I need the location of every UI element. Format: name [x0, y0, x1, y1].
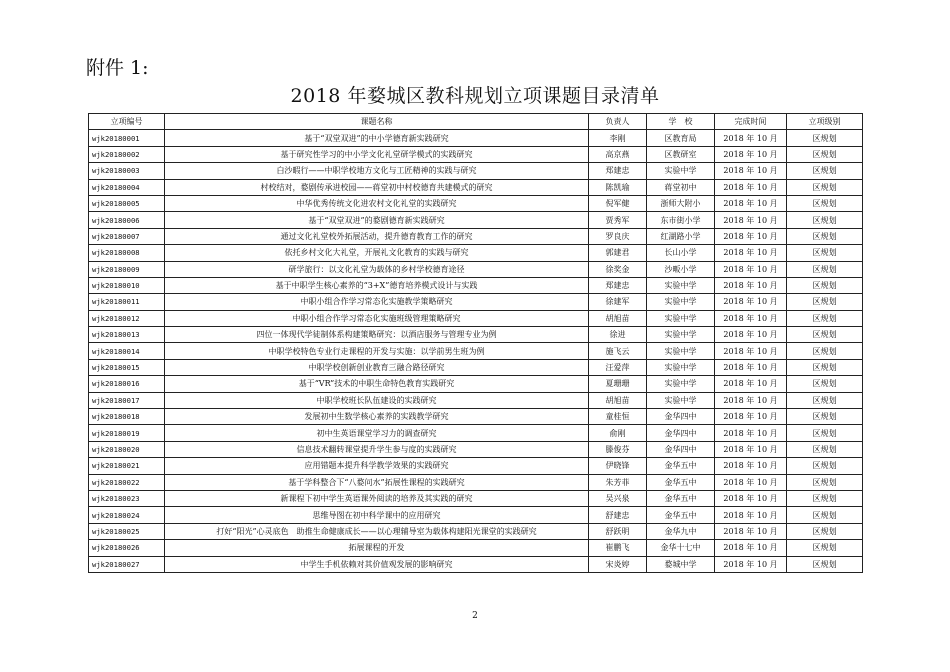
cell-project-code: wjk20180026: [89, 540, 165, 556]
cell-project-title: 打好“阳光”心灵底色 助推生命健康成长——以心理辅导室为载体构建阳光课堂的实践研究: [165, 523, 589, 539]
cell-leader: 徐建军: [589, 294, 647, 310]
cell-project-title: 基于学科整合下“八婺问水”拓展性课程的实践研究: [165, 474, 589, 490]
cell-leader: 舒跃明: [589, 523, 647, 539]
cell-completion-time: 2018 年 10 月: [715, 343, 787, 359]
cell-project-title: 中华优秀传统文化进农村文化礼堂的实践研究: [165, 195, 589, 211]
cell-project-title: 初中生英语课堂学习力的调查研究: [165, 425, 589, 441]
cell-level: 区规划: [787, 359, 863, 375]
cell-project-title: 中职学校特色专业行走课程的开发与实施：以学前男生班为例: [165, 343, 589, 359]
cell-school: 实验中学: [647, 392, 715, 408]
table-row: [89, 179, 863, 195]
cell-project-code: wjk20180017: [89, 392, 165, 408]
cell-project-title: 发展初中生数学核心素养的实践教学研究: [165, 409, 589, 425]
cell-school: 实验中学: [647, 310, 715, 326]
cell-level: 区规划: [787, 540, 863, 556]
cell-leader: 徐奖金: [589, 261, 647, 277]
table-row: [89, 556, 863, 572]
cell-completion-time: 2018 年 10 月: [715, 294, 787, 310]
cell-project-code: wjk20180020: [89, 441, 165, 457]
cell-completion-time: 2018 年 10 月: [715, 409, 787, 425]
table-row: [89, 343, 863, 359]
project-catalog-table: [88, 113, 863, 573]
cell-project-title: 中职学校班长队伍建设的实践研究: [165, 392, 589, 408]
cell-level: 区规划: [787, 245, 863, 261]
table-row: [89, 441, 863, 457]
cell-school: 沙畈小学: [647, 261, 715, 277]
cell-project-code: wjk20180023: [89, 490, 165, 506]
cell-school: 实验中学: [647, 294, 715, 310]
cell-school: 实验中学: [647, 327, 715, 343]
cell-project-title: 基于研究性学习的中小学文化礼堂研学模式的实践研究: [165, 146, 589, 162]
table-row: [89, 409, 863, 425]
cell-school: 实验中学: [647, 277, 715, 293]
document-title: 2018 年婺城区教科规划立项课题目录清单: [290, 85, 660, 107]
cell-completion-time: 2018 年 10 月: [715, 146, 787, 162]
cell-leader: 郑建忠: [589, 163, 647, 179]
cell-level: 区规划: [787, 327, 863, 343]
cell-project-code: wjk20180015: [89, 359, 165, 375]
cell-level: 区规划: [787, 556, 863, 572]
cell-level: 区规划: [787, 490, 863, 506]
cell-completion-time: 2018 年 10 月: [715, 261, 787, 277]
cell-level: 区规划: [787, 294, 863, 310]
table-row: [89, 146, 863, 162]
cell-completion-time: 2018 年 10 月: [715, 425, 787, 441]
cell-level: 区规划: [787, 146, 863, 162]
table-row: [89, 163, 863, 179]
cell-leader: 高京燕: [589, 146, 647, 162]
cell-project-code: wjk20180003: [89, 163, 165, 179]
cell-project-code: wjk20180011: [89, 294, 165, 310]
cell-completion-time: 2018 年 10 月: [715, 130, 787, 146]
cell-level: 区规划: [787, 523, 863, 539]
cell-leader: 徐进: [589, 327, 647, 343]
cell-project-code: wjk20180006: [89, 212, 165, 228]
cell-project-title: 研学旅行：以文化礼堂为载体的乡村学校德育途径: [165, 261, 589, 277]
cell-level: 区规划: [787, 376, 863, 392]
cell-leader: 李刚: [589, 130, 647, 146]
cell-project-code: wjk20180027: [89, 556, 165, 572]
cell-completion-time: 2018 年 10 月: [715, 523, 787, 539]
cell-project-title: 中职小组合作学习常态化实施班级管理策略研究: [165, 310, 589, 326]
cell-leader: 罗良庆: [589, 228, 647, 244]
table-row: [89, 212, 863, 228]
cell-school: 金华四中: [647, 441, 715, 457]
cell-school: 东市街小学: [647, 212, 715, 228]
table-row: [89, 540, 863, 556]
cell-completion-time: 2018 年 10 月: [715, 212, 787, 228]
cell-project-title: 拓展课程的开发: [165, 540, 589, 556]
cell-project-code: wjk20180010: [89, 277, 165, 293]
cell-level: 区规划: [787, 474, 863, 490]
cell-project-code: wjk20180005: [89, 195, 165, 211]
cell-school: 金华九中: [647, 523, 715, 539]
cell-leader: 施飞云: [589, 343, 647, 359]
cell-project-title: 思维导图在初中科学课中的应用研究: [165, 507, 589, 523]
cell-project-code: wjk20180004: [89, 179, 165, 195]
cell-school: 浙师大附小: [647, 195, 715, 211]
cell-school: 实验中学: [647, 343, 715, 359]
cell-completion-time: 2018 年 10 月: [715, 490, 787, 506]
cell-completion-time: 2018 年 10 月: [715, 376, 787, 392]
table-body: [89, 130, 863, 573]
header-school: 学 校: [647, 114, 715, 130]
cell-leader: 童桂恒: [589, 409, 647, 425]
cell-project-code: wjk20180002: [89, 146, 165, 162]
cell-level: 区规划: [787, 228, 863, 244]
cell-level: 区规划: [787, 277, 863, 293]
cell-level: 区规划: [787, 310, 863, 326]
cell-completion-time: 2018 年 10 月: [715, 163, 787, 179]
table-row: [89, 130, 863, 146]
table-row: [89, 507, 863, 523]
cell-level: 区规划: [787, 441, 863, 457]
cell-project-code: wjk20180001: [89, 130, 165, 146]
table-row: [89, 228, 863, 244]
cell-level: 区规划: [787, 343, 863, 359]
cell-school: 区教育局: [647, 130, 715, 146]
cell-project-code: wjk20180019: [89, 425, 165, 441]
table-row: [89, 490, 863, 506]
cell-leader: 倪军健: [589, 195, 647, 211]
table-row: [89, 523, 863, 539]
cell-leader: 舒建忠: [589, 507, 647, 523]
table-row: [89, 195, 863, 211]
cell-project-title: 中职小组合作学习常态化实施教学策略研究: [165, 294, 589, 310]
table-row: [89, 458, 863, 474]
table-row: [89, 474, 863, 490]
cell-project-title: 依托乡村文化大礼堂，开展礼文化教育的实践与研究: [165, 245, 589, 261]
cell-leader: 胡旭苗: [589, 392, 647, 408]
cell-school: 金华五中: [647, 507, 715, 523]
table-row: [89, 359, 863, 375]
cell-project-code: wjk20180021: [89, 458, 165, 474]
table-row: [89, 425, 863, 441]
cell-leader: 郑建忠: [589, 277, 647, 293]
cell-leader: 陈凯瑜: [589, 179, 647, 195]
header-leader: 负责人: [589, 114, 647, 130]
cell-completion-time: 2018 年 10 月: [715, 228, 787, 244]
cell-school: 蒋堂初中: [647, 179, 715, 195]
header-project-code: 立项编号: [89, 114, 165, 130]
table-row: [89, 261, 863, 277]
cell-completion-time: 2018 年 10 月: [715, 556, 787, 572]
cell-completion-time: 2018 年 10 月: [715, 195, 787, 211]
cell-completion-time: 2018 年 10 月: [715, 277, 787, 293]
cell-project-title: 基于“双堂双进”的婺剧德育新实践研究: [165, 212, 589, 228]
cell-level: 区规划: [787, 261, 863, 277]
table-row: [89, 376, 863, 392]
cell-school: 金华四中: [647, 425, 715, 441]
cell-school: 金华四中: [647, 409, 715, 425]
cell-school: 实验中学: [647, 163, 715, 179]
cell-completion-time: 2018 年 10 月: [715, 441, 787, 457]
cell-leader: 夏珊珊: [589, 376, 647, 392]
header-project-title: 课题名称: [165, 114, 589, 130]
table-row: [89, 310, 863, 326]
cell-completion-time: 2018 年 10 月: [715, 474, 787, 490]
cell-level: 区规划: [787, 130, 863, 146]
cell-project-title: 基于“VR”技术的中职生命特色教育实践研究: [165, 376, 589, 392]
cell-school: 区教研室: [647, 146, 715, 162]
cell-leader: 胡旭苗: [589, 310, 647, 326]
cell-leader: 伊晓锋: [589, 458, 647, 474]
cell-project-title: 村校结对，婺剧传承进校园——蒋堂初中村校德育共建模式的研究: [165, 179, 589, 195]
cell-project-code: wjk20180007: [89, 228, 165, 244]
cell-level: 区规划: [787, 212, 863, 228]
cell-leader: 崔鹏飞: [589, 540, 647, 556]
cell-project-title: 信息技术翻转课堂提升学生参与度的实践研究: [165, 441, 589, 457]
cell-completion-time: 2018 年 10 月: [715, 458, 787, 474]
table-row: [89, 294, 863, 310]
cell-project-code: wjk20180008: [89, 245, 165, 261]
table-row: [89, 277, 863, 293]
cell-leader: 吴兴泉: [589, 490, 647, 506]
cell-leader: 朱芳菲: [589, 474, 647, 490]
cell-leader: 汪爱萍: [589, 359, 647, 375]
cell-project-code: wjk20180022: [89, 474, 165, 490]
cell-school: 红湖路小学: [647, 228, 715, 244]
cell-project-code: wjk20180009: [89, 261, 165, 277]
cell-completion-time: 2018 年 10 月: [715, 327, 787, 343]
cell-project-code: wjk20180018: [89, 409, 165, 425]
cell-project-code: wjk20180014: [89, 343, 165, 359]
cell-project-code: wjk20180013: [89, 327, 165, 343]
cell-completion-time: 2018 年 10 月: [715, 540, 787, 556]
table-row: [89, 245, 863, 261]
cell-level: 区规划: [787, 163, 863, 179]
cell-level: 区规划: [787, 195, 863, 211]
cell-level: 区规划: [787, 507, 863, 523]
cell-project-code: wjk20180012: [89, 310, 165, 326]
cell-leader: 滕俊芬: [589, 441, 647, 457]
header-completion-time: 完成时间: [715, 114, 787, 130]
cell-school: 金华十七中: [647, 540, 715, 556]
cell-project-title: 新课程下初中学生英语课外阅读的培养及其实践的研究: [165, 490, 589, 506]
cell-school: 金华五中: [647, 474, 715, 490]
cell-level: 区规划: [787, 409, 863, 425]
cell-level: 区规划: [787, 392, 863, 408]
cell-leader: 宋炎婷: [589, 556, 647, 572]
cell-project-title: 基于“双堂双进”的中小学德育新实践研究: [165, 130, 589, 146]
cell-project-title: 中职学校创新创业教育三融合路径研究: [165, 359, 589, 375]
cell-school: 金华五中: [647, 490, 715, 506]
header-level: 立项级别: [787, 114, 863, 130]
cell-project-code: wjk20180024: [89, 507, 165, 523]
cell-project-title: 基于中职学生核心素养的“3+X”德育培养模式设计与实践: [165, 277, 589, 293]
cell-school: 实验中学: [647, 359, 715, 375]
cell-completion-time: 2018 年 10 月: [715, 310, 787, 326]
annex-label: 附件 1:: [86, 57, 149, 79]
cell-project-code: wjk20180025: [89, 523, 165, 539]
cell-project-title: 应用错题本提升科学教学效果的实践研究: [165, 458, 589, 474]
cell-leader: 俞刚: [589, 425, 647, 441]
cell-project-title: 通过文化礼堂校外拓展活动，提升德育教育工作的研究: [165, 228, 589, 244]
cell-school: 实验中学: [647, 376, 715, 392]
cell-level: 区规划: [787, 425, 863, 441]
table-header-row: [89, 114, 863, 130]
cell-completion-time: 2018 年 10 月: [715, 179, 787, 195]
cell-leader: 郭建君: [589, 245, 647, 261]
cell-school: 金华五中: [647, 458, 715, 474]
cell-completion-time: 2018 年 10 月: [715, 359, 787, 375]
cell-completion-time: 2018 年 10 月: [715, 245, 787, 261]
cell-school: 长山小学: [647, 245, 715, 261]
page-number: 2: [472, 611, 478, 621]
cell-leader: 贾秀军: [589, 212, 647, 228]
table-row: [89, 392, 863, 408]
cell-project-title: 白沙暇行——中职学校地方文化与工匠精神的实践与研究: [165, 163, 589, 179]
cell-level: 区规划: [787, 179, 863, 195]
cell-completion-time: 2018 年 10 月: [715, 392, 787, 408]
cell-level: 区规划: [787, 458, 863, 474]
cell-project-title: 四位一体现代学徒制体系构建策略研究：以酒店服务与管理专业为例: [165, 327, 589, 343]
cell-project-code: wjk20180016: [89, 376, 165, 392]
cell-project-title: 中学生手机依赖对其价值观发展的影响研究: [165, 556, 589, 572]
cell-school: 婺城中学: [647, 556, 715, 572]
cell-completion-time: 2018 年 10 月: [715, 507, 787, 523]
table-row: [89, 327, 863, 343]
